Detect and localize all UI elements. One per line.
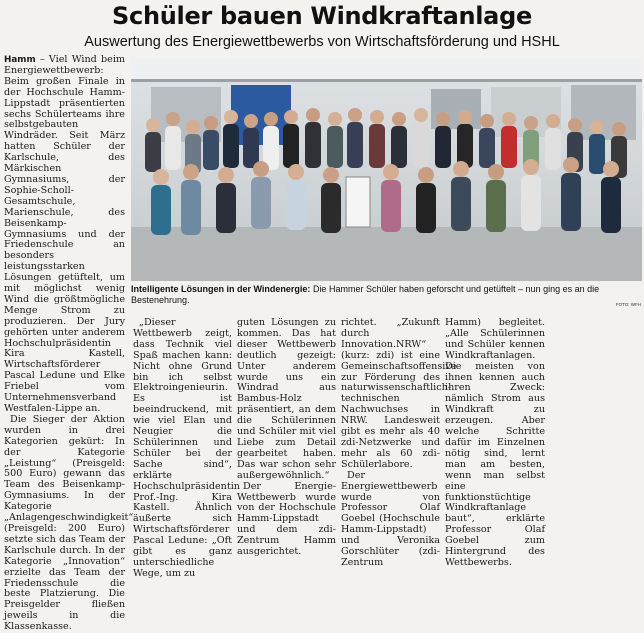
article-column-1: [4, 54, 134, 633]
group-photo: [131, 57, 642, 281]
goebel-quote-paragraph: Hamm) begleitet. „Alle Schülerinnen und Schüler kennen Windkraftanlagen. Die meisten von ihnen kennen auch ihren Zweck: nämlich Strom aus Windkraft zu erzeugen. Aber welche Schritte dafür im Einzelnen nötig sind, lernt man am besten, wenn man selbst eine funktionstüchtige Windkraftanlage baut“, erklärte Professor Olaf Goebel zum Hintergrund des Wettbewerbs.: [445, 317, 545, 568]
caption-bold: Intelligente Lösungen in der Windenergie:: [131, 284, 311, 294]
organizer-paragraph: Der Energie-Wettbewerb wurde von der Hochschule Hamm-Lippstadt und dem zdi-Zentrum Hamm ausgerichtet.: [237, 480, 336, 558]
quote-paragraph: „Dieser Wettbewerb zeigt, dass Technik viel Spaß machen kann: Nicht ohne Grund bin ich selbst Elektroingenieurin. Es ist beeindruckend, mit wie viel Elan und Neugier die Schülerinnen und Schüler bei der Sache sind“, erklärte Hochschulpräsidentin Prof.-Ing. Kira Kastell. Ähnlich äußerte sich Wirtschaftsförderer Pascal Ledune: „Oft gibt es ganz unterschiedliche Wege, um zu: [133, 317, 240, 579]
caption-text: Die Hammer Schüler haben geforscht und getüftelt – nun ging es an die Bestenehrung.: [131, 284, 600, 305]
article-column-3: [237, 317, 336, 558]
quote-continued: guten Lösungen zu kommen. Das hat dieser Wettbewerb deutlich gezeigt: Unter anderem wurde uns ein Windrad aus Bambus-Holz präsentiert, an dem die Schülerinnen und Schüler mit viel Liebe zum Detail gearbeitet haben. Das war schon sehr außergewöhnlich.“: [237, 317, 336, 481]
photo-caption: [131, 284, 642, 305]
lead-paragraph: [4, 55, 125, 415]
photo-credit: FOTO: WFH: [615, 302, 641, 307]
article-column-2: [133, 317, 240, 579]
zdi-paragraph: richtet. „Zukunft durch Innovation.NRW“ (kurz: zdi) ist eine Gemeinschaftsoffensive zur Förderung des naturwissenschaftlich-technischen Nachwuchses in NRW. Landesweit gibt es mehr als 40 zdi-Netzwerke und mehr als 60 zdi-Schülerlabore.: [341, 317, 457, 470]
supervision-paragraph: Der Energiewettbewerb wurde von Professor Olaf Goebel (Hochschule Hamm-Lippstadt) und Veronika Gorschlüter (zdi-Zentrum: [341, 469, 440, 568]
headline: Schüler bauen Windkraftanlage: [112, 2, 532, 30]
dateline: Hamm: [4, 55, 36, 65]
winners-paragraph: Die Sieger der Aktion wurden in drei Kategorien gekürt: In der Kategorie „Leistung“ (Preisgeld: 500 Euro) gewann das Team des Beisenkamp-Gymnasiums. In der Kategorie „Anlagengeschwindigkeit“ (Preisgeld: 200 Euro) setzte sich das Team der Karlschule durch. In der Kategorie „Innovation“ erzielte das Team der Friedensschule die beste Platzierung. Die Preisgelder fließen jeweils in die Klassenkasse.: [4, 413, 134, 633]
group-photo-illustration: [131, 57, 642, 281]
subheadline: Auswertung des Energiewettbewerbs von Wirtschaftsförderung und HSHL: [84, 34, 560, 50]
article-column-4: [341, 317, 457, 568]
lead-text: – Viel Wind beim Energiewettbewerb: Beim großen Finale in der Hochschule Hamm-Lippstadt präsentierten sechs Schülerteams ihre selbstgebauten Windräder. Seit März hatten Schüler der Karlschule, des Märkischen Gymnasiums, der Sophie-Scholl-Gesamtschule, Marienschule, des Beisenkamp-Gymnasiums und der Friedenschule an besonders leistungsstarken Lösungen getüftelt, um mit möglichst wenig Wind die größtmögliche Menge Strom zu produzieren. Der Jury gehörten unter anderem Hochschulpräsidentin Kira Kastell, Wirtschaftsförderer Pascal Ledune und Elke Friebel vom Unternehmensverband Westfalen-Lippe an.: [4, 54, 125, 414]
article-column-5: [445, 317, 545, 568]
